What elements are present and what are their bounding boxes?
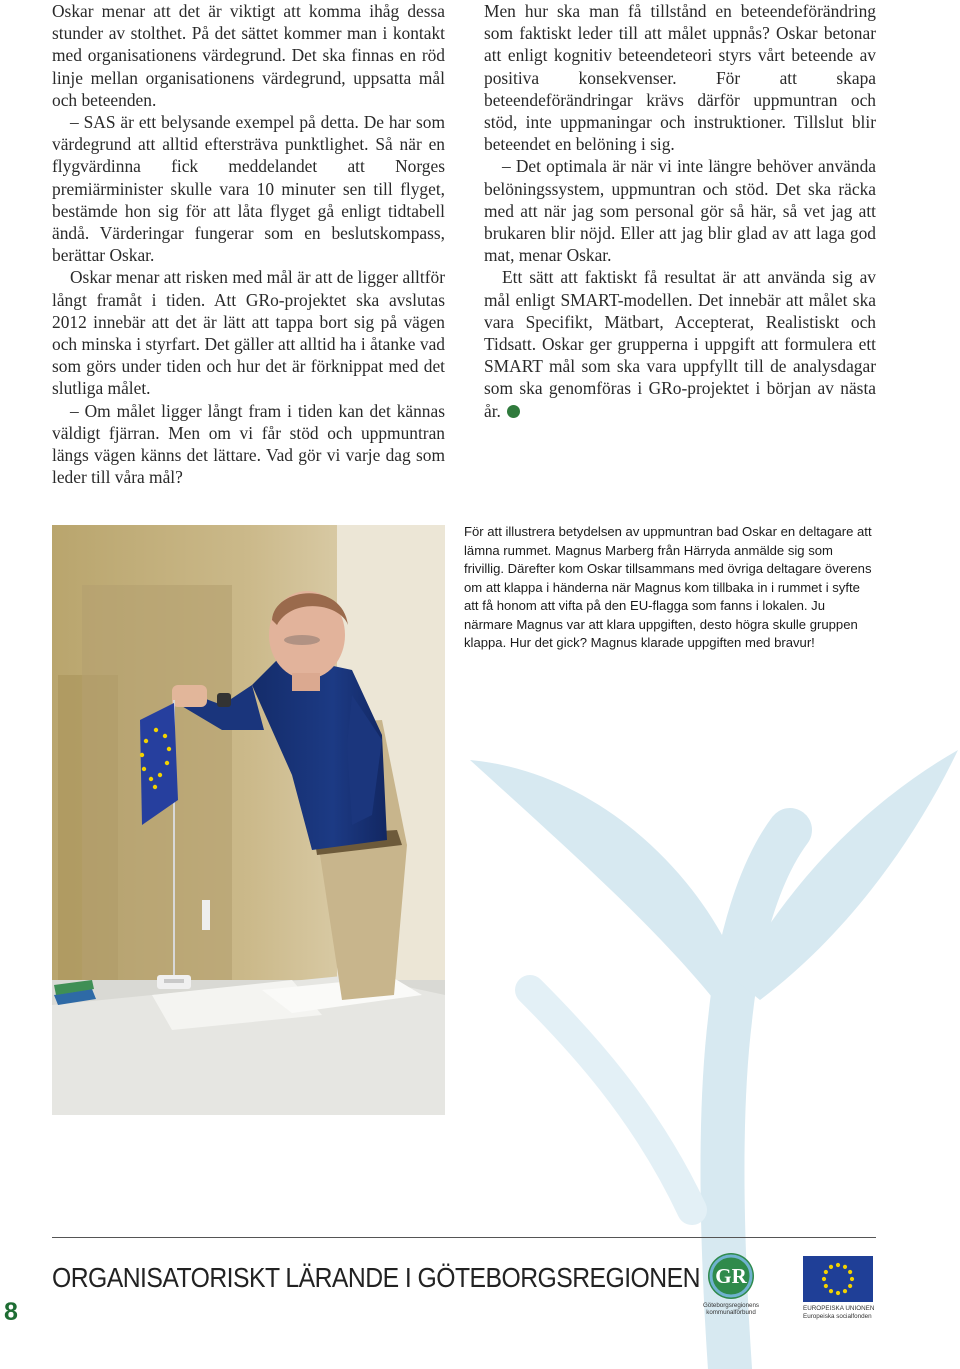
paragraph: Men hur ska man få tillstånd en beteendeförändring som faktiskt leder till att målet uppnås? Oskar betonar att enligt kognitiv beteendeteori styrs vårt beteende av positiva konsekvenser. För att skapa beteendeförändringar krävs därför uppmuntran och stöd, inte uppmaningar och instruktioner. Tillslut blir beteendet en belöning i sig. — [484, 1, 876, 155]
eu-star — [848, 1284, 852, 1288]
article-right-column — [484, 0, 876, 422]
article-left-column — [52, 0, 445, 488]
eu-star — [824, 1284, 828, 1288]
page-number: 8 — [4, 1298, 18, 1326]
footer-divider — [52, 1237, 876, 1238]
eu-star — [822, 1277, 826, 1281]
end-of-article-dot-icon — [507, 405, 520, 418]
paragraph-text: Ett sätt att faktiskt få resultat är att använda sig av mål enligt SMART-modellen. Det innebär att målet ska vara Specifikt, Mätbart, Accepterat, Realistiskt och Tidsatt. Oskar ger grupperna i uppgift att formulera ett SMART mål som ska vara uppfyllt till de analysdagar som ska genomföras i GRo-projektet i början av nästa år. — [484, 267, 876, 421]
gr-logo-subtitle — [700, 1302, 762, 1316]
gr-logo — [700, 1252, 762, 1316]
gr-logo-subtitle-line1: Göteborgsregionens — [702, 1302, 760, 1309]
eu-logo-line1: EUROPEISKA UNIONEN — [803, 1305, 875, 1312]
eu-star — [829, 1265, 833, 1269]
paragraph: Oskar menar att det är viktigt att komma ihåg dessa stunder av stolthet. På det sättet kommer man i kontakt med organisationens värdegrund. Det ska finnas en röd linje mellan organisationens värdegrund, uppsatta mål och beteenden. — [52, 1, 445, 110]
eu-star — [824, 1270, 828, 1274]
photo-caption: För att illustrera betydelsen av uppmuntran bad Oskar en deltagare att lämna rummet. Magnus Marberg från Härryda anmälde sig som frivillig. Därefter kom Oskar tillsammans med övriga deltagare överens om att klappa i händerna när Magnus kom tillbaka in i rummet i syfte att få honom att vifta på den EU-flagga som fanns i lokalen. Ju närmare Magnus var att klara uppgiften, desto högra skulle gruppen klappa. Hur det gick? Magnus klarade uppgiften med bravur! — [464, 524, 872, 650]
paragraph: Oskar menar att risken med mål är att de ligger alltför långt framåt i tiden. Att GRo-projektet ska avslutas 2012 innebär att det är lätt att tappa bort sig på vägen och minska i styrfart. Det gäller att alltid ha i åtanke vad som görs under tiden och hur det är förknippat med det slutliga målet. — [52, 267, 445, 399]
photo-illustration — [52, 525, 445, 1115]
eu-star — [836, 1263, 840, 1267]
eu-flag-icon — [803, 1256, 873, 1302]
paragraph-final — [484, 266, 876, 421]
eu-star — [848, 1270, 852, 1274]
paragraph: – Om målet ligger långt fram i tiden kan det kännas väldigt fjärran. Men om vi får stöd och uppmuntran längs vägen känns det lättare. Vad gör vi varje dag som leder till våra mål? — [52, 400, 445, 488]
eu-star — [843, 1265, 847, 1269]
gr-logo-subtitle-line2: kommunalförbund — [706, 1309, 756, 1317]
eu-star — [836, 1291, 840, 1295]
gr-logo-icon — [707, 1252, 755, 1300]
eu-logo-line2: Europeiska socialfonden — [803, 1312, 872, 1320]
footer-title: ORGANISATORISKT LÄRANDE I GÖTEBORGSREGIONEN — [52, 1262, 700, 1293]
paragraph: – SAS är ett belysande exempel på detta. De har som värdegrund att alltid eftersträva punktlighet. Så när en flygvärdinna fick meddelandet att Norges premiärminister skulle vara 10 minuter sen till flyget, bestämde hon sig för att låta flyget gå enligt tidtabell ändå. Värderingar fungerar som en beslutskompass, berättar Oskar. — [52, 112, 445, 266]
eu-star — [843, 1289, 847, 1293]
article-photo — [52, 525, 445, 1115]
gr-logo-mark: GR — [715, 1264, 747, 1288]
eu-logo — [803, 1256, 875, 1320]
paragraph: – Det optimala är när vi inte längre behöver använda belöningssystem, uppmuntran och stöd. Det ska räcka med att när jag som personal gör så här, så vet jag att brukaren blir nöjd. Eller att jag blir glad av att laga god mat, menar Oskar. — [484, 156, 876, 266]
eu-star — [829, 1289, 833, 1293]
eu-star — [850, 1277, 854, 1281]
